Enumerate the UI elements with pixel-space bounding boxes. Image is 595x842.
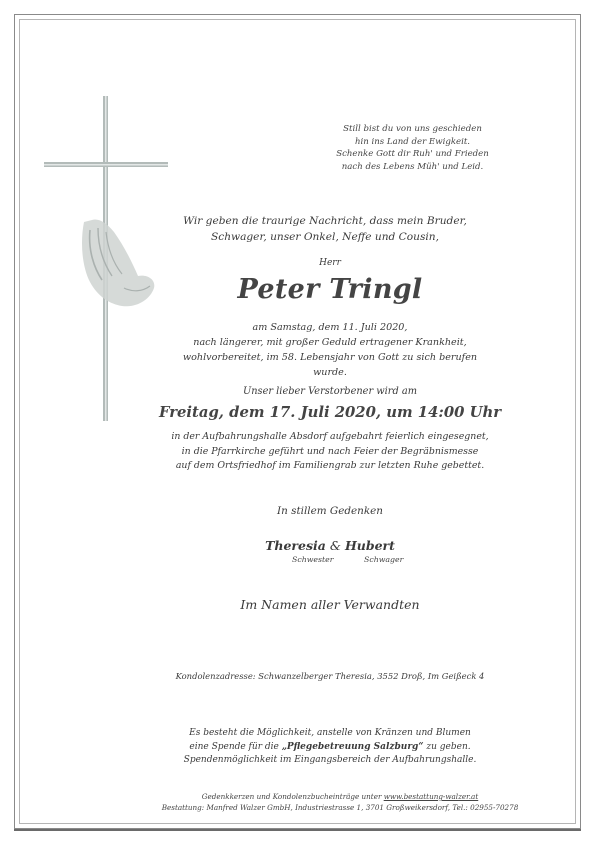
relation-1: Schwester: [292, 555, 334, 564]
donation-organization: „Pflegebetreuung Salzburg“: [281, 741, 424, 752]
death-line: nach längerer, mit großer Geduld ertragener Krankheit,: [193, 337, 467, 348]
death-details: [180, 320, 480, 380]
in-memory-heading: In stillem Gedenken: [277, 505, 383, 517]
death-line: am Samstag, dem 11. Juli 2020,: [252, 322, 408, 333]
ampersand: &: [325, 538, 345, 553]
praying-hands-icon: [82, 220, 154, 307]
mourners-names: [230, 538, 430, 553]
footer-line: [150, 791, 530, 802]
intro-text: [180, 213, 470, 245]
poem-line: hin ins Land der Ewigkeit.: [354, 136, 471, 147]
intro-line: Wir geben die traurige Nachricht, dass mein Bruder,: [183, 215, 467, 227]
on-behalf-of-relatives: Im Namen aller Verwandten: [240, 597, 420, 612]
donation-note: [150, 727, 510, 768]
relation-2: Schwager: [364, 555, 404, 564]
donation-line: Spendenmöglichkeit im Eingangsbereich der Aufbahrungshalle.: [183, 755, 477, 766]
salutation: Herr: [319, 258, 341, 268]
intro-line: Schwager, unser Onkel, Neffe und Cousin,: [211, 231, 439, 243]
donation-text: eine Spende für die: [189, 741, 282, 752]
funeral-announcement: Unser lieber Verstorbener wird am: [242, 386, 417, 397]
death-line: wohlvorbereitet, im 58. Lebensjahr von Gott zu sich berufen wurde.: [182, 352, 478, 378]
poem-line: nach des Lebens Müh' und Leid.: [341, 161, 484, 172]
footer-line: Bestattung: Manfred Walzer GmbH, Industriestrasse 1, 3701 Großweikersdorf, Tel.: 02955-70278: [161, 803, 519, 813]
cross-with-praying-hands-image: [40, 92, 170, 422]
ceremony-line: auf dem Ortsfriedhof im Familiengrab zur letzten Ruhe gebettet.: [175, 460, 485, 472]
poem-line: Still bist du von uns geschieden: [343, 124, 482, 134]
mourner-name-2: Hubert: [344, 538, 395, 553]
ceremony-line: in die Pfarrkirche geführt und nach Feier der Begräbnismesse: [181, 445, 479, 457]
donation-text: zu geben.: [423, 741, 471, 752]
bottom-rule: [14, 829, 581, 831]
funeral-datetime: Freitag, dem 17. Juli 2020, um 14:00 Uhr: [158, 404, 502, 421]
ceremony-details: [150, 430, 510, 474]
poem: [300, 123, 525, 173]
mourner-name-1: Theresia: [265, 538, 326, 553]
deceased-name: Peter Tringl: [237, 274, 423, 305]
condolence-address: Kondolenzadresse: Schwanzelberger Theresia, 3552 Droß, Im Geißeck 4: [175, 671, 485, 681]
website-link[interactable]: www.bestattung-walzer.at: [383, 792, 479, 801]
donation-line: [150, 741, 510, 755]
footer-text: Gedenkkerzen und Kondolenzbucheinträge unter: [201, 792, 384, 801]
poem-line: Schenke Gott dir Ruh' und Frieden: [336, 149, 489, 160]
ceremony-line: in der Aufbahrungshalle Absdorf aufgebahrt feierlich eingesegnet,: [171, 431, 489, 442]
donation-line: Es besteht die Möglichkeit, anstelle von Kränzen und Blumen: [189, 728, 471, 738]
footer: [150, 791, 530, 814]
